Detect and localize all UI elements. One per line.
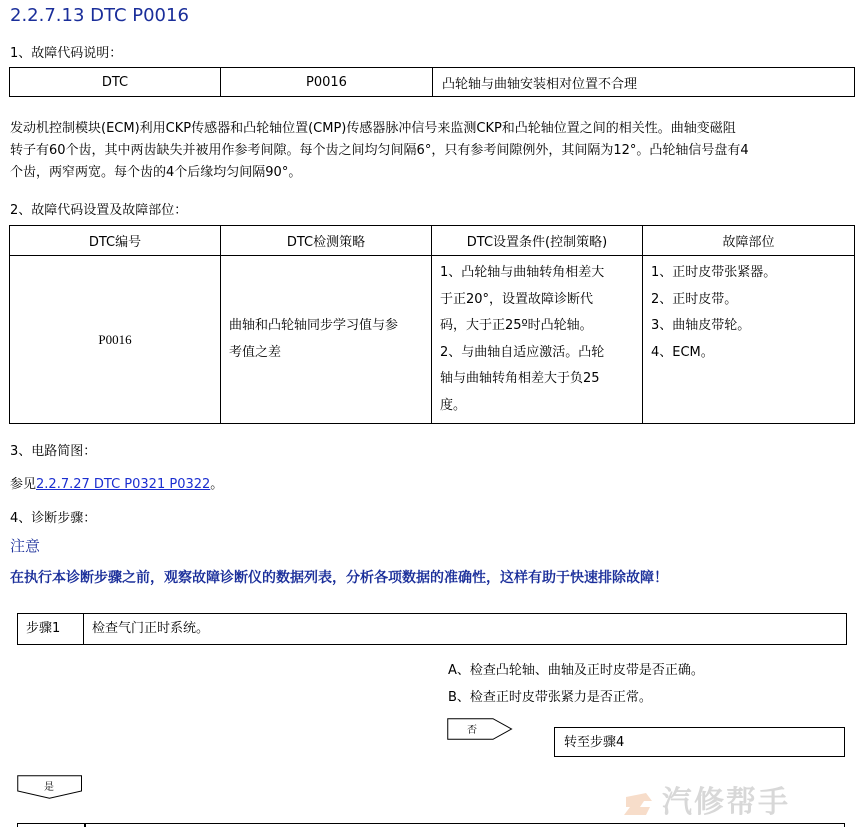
location-line: 1、正时皮带张紧器。 — [651, 265, 777, 280]
header-cell: 故障部位 — [643, 226, 855, 256]
condition-line: 度。 — [440, 397, 467, 413]
section-1-heading: 1、故障代码说明： — [10, 46, 123, 61]
check-item-a: A、检查凸轮轴、曲轴及正时皮带是否正确。 — [448, 663, 704, 678]
location-line: 3、曲轴皮带轮。 — [651, 318, 751, 333]
next-step-divider — [84, 823, 86, 827]
header-cell: DTC设置条件(控制策略) — [432, 226, 643, 256]
set-conditions-cell — [432, 256, 643, 424]
table-row — [10, 68, 855, 97]
watermark — [622, 783, 858, 823]
reference-prefix: 参见 — [10, 477, 37, 492]
dtc-summary-table — [9, 67, 855, 97]
description-line: 转子有60个齿，其中两齿缺失并被用作参考间隙。每个齿之间均匀间隔6°，只有参考间隙例外，其间隔为12°。凸轮轴信号盘有4 — [10, 143, 749, 158]
note-text: 在执行本诊断步骤之前，观察故障诊断仪的数据列表，分析各项数据的准确性，这样有助于快速排除故障！ — [10, 570, 668, 586]
condition-line: 1、凸轮轴与曲轴转角相差大 — [440, 265, 605, 280]
circuit-reference — [10, 473, 223, 492]
yes-branch-arrow[interactable] — [17, 775, 83, 799]
condition-line: 轴与曲轴转角相差大于负25 — [440, 371, 600, 386]
fault-location-cell — [643, 256, 855, 424]
condition-line: 码，大于正25º时凸轮轴。 — [440, 318, 593, 333]
no-branch-arrow[interactable] — [447, 718, 513, 740]
dtc-conditions-table — [9, 225, 855, 424]
condition-line: 于正20°，设置故障诊断代 — [440, 291, 594, 307]
strategy-line: 考值之差 — [229, 344, 282, 360]
watermark-logo-icon — [622, 787, 658, 819]
strategy-line: 曲轴和凸轮轴同步学习值与参 — [229, 318, 399, 333]
note-title: 注意 — [10, 537, 41, 555]
section-4-heading: 4、诊断步骤： — [10, 511, 97, 526]
step-description: 检查气门正时系统。 — [92, 621, 210, 636]
description-line: 发动机控制模块(ECM)利用CKP传感器和凸轮轴位置(CMP)传感器脉冲信号来监测CKP和凸轮轴位置之间的相关性。曲轴变磁阻 — [10, 121, 736, 136]
header-cell: DTC编号 — [10, 226, 221, 256]
table-row — [10, 256, 855, 424]
yes-label: 是 — [44, 782, 54, 793]
description-line: 个齿，两窄两宽。每个齿的4个后缘均匀间隔90°。 — [10, 165, 302, 180]
page-title: 2.2.7.13 DTC P0016 — [10, 5, 189, 26]
step-1-box — [17, 613, 847, 645]
dtc-description — [10, 118, 850, 184]
section-3-heading: 3、电路简图： — [10, 444, 97, 459]
dtc-label-cell: DTC — [10, 68, 221, 97]
reference-suffix: 。 — [210, 477, 224, 492]
detection-strategy-cell — [221, 256, 432, 424]
section-2-heading: 2、故障代码设置及故障部位： — [10, 203, 188, 218]
location-line: 4、ECM。 — [651, 344, 714, 360]
dtc-code-cell: P0016 — [221, 68, 433, 97]
dtc-description-cell: 凸轮轴与曲轴安装相对位置不合理 — [433, 68, 855, 97]
goto-step-4-box[interactable]: 转至步骤4 — [554, 727, 845, 757]
check-item-b: B、检查正时皮带张紧力是否正常。 — [448, 690, 652, 705]
dtc-code-cell: P0016 — [10, 256, 221, 424]
no-label: 否 — [467, 725, 477, 736]
next-step-box-edge — [17, 823, 845, 827]
circuit-diagram-link[interactable]: 2.2.7.27 DTC P0321 P0322 — [36, 477, 211, 492]
location-line: 2、正时皮带。 — [651, 291, 738, 307]
step-number: 步骤1 — [18, 614, 84, 644]
header-cell: DTC检测策略 — [221, 226, 432, 256]
condition-line: 2、与曲轴自适应激活。凸轮 — [440, 344, 605, 360]
watermark-text: 汽修帮手 — [662, 785, 790, 820]
table-header-row — [10, 226, 855, 256]
right-arrow-icon — [447, 718, 513, 740]
